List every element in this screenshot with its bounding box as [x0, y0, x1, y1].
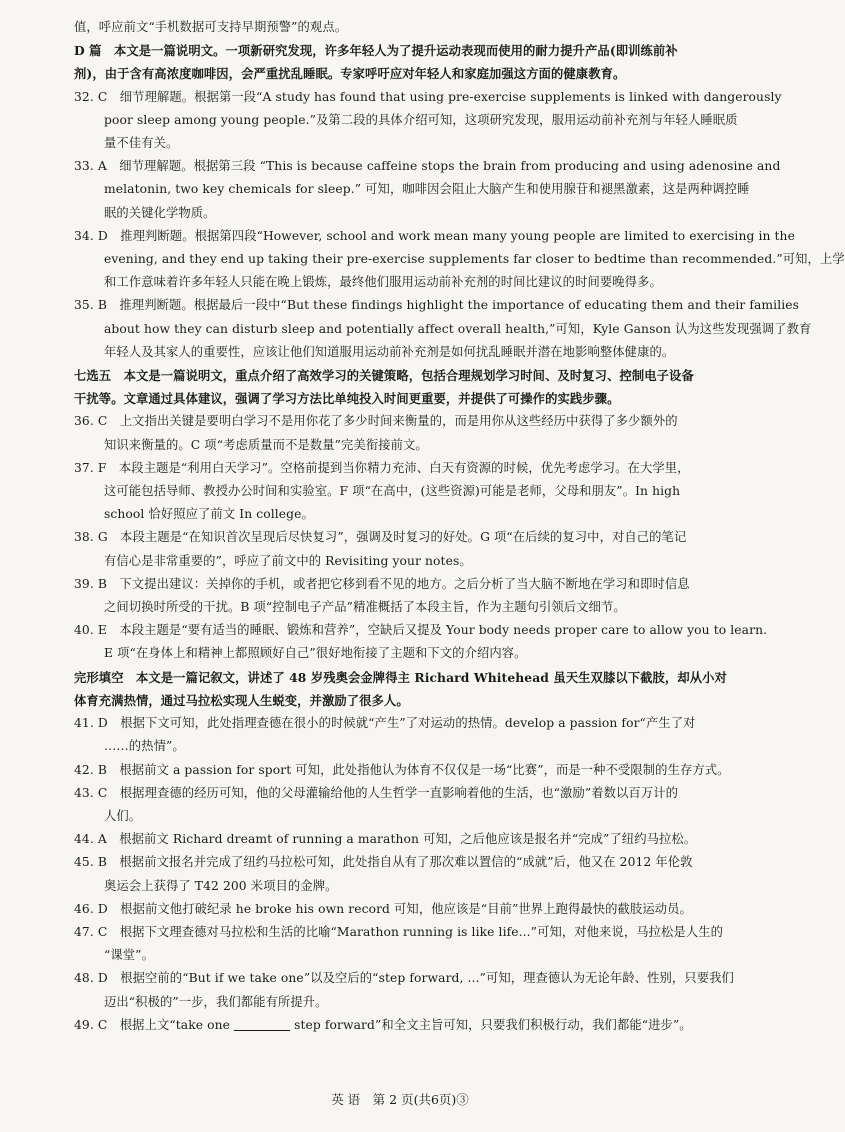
passage-d-summary: 剂)，由于含有高浓度咖啡因，会严重扰乱睡眠。专家呼吁应对年轻人和家庭加强这方面的健康教育。: [74, 66, 626, 82]
answer-49-part1: 49. C 根据上文“take one: [74, 1017, 231, 1032]
answer-46: 46. D 根据前文他打破纪录 he broke his own record 可知，他应该是“目前”世界上跑得最快的截肢运动员。: [74, 901, 692, 916]
answer-44: 44. A 根据前文 Richard dreamt of running a marathon 可知，之后他应该是报名并“完成”了纽约马拉松。: [74, 832, 697, 847]
answer-41: 41. D 根据下文可知，此处指理查德在很小的时候就“产生”了对运动的热情。develop a passion for“产生了对: [74, 716, 696, 731]
answer-32: 量不佳有关。: [104, 136, 179, 151]
text-line: 值，呼应前文“手机数据可支持早期预警”的观点。: [74, 20, 348, 34]
answer-34: evening, and they end up taking their pre-exercise supplements far closer to bedtime than recommended.”可知，上学: [104, 252, 845, 267]
answer-36: 知识来衡量的。C 项“考虑质量而不是数量”完美衔接前文。: [104, 437, 428, 452]
answer-37: 37. F 本段主题是“利用白天学习”。空格前提到当你精力充沛、白天有资源的时候，优先考虑学习。在大学里，: [74, 460, 690, 475]
answer-40: 40. E 本段主题是“要有适当的睡眠、锻炼和营养”，空缺后又提及 Your body needs proper care to allow you to learn.: [74, 623, 768, 638]
answer-32: poor sleep among young people.”及第二段的具体介绍可知，这项研究发现，服用运动前补充剂与年轻人睡眠质: [104, 112, 738, 127]
answer-38: 有信心是非常重要的”，呼应了前文中的 Revisiting your notes。: [104, 553, 472, 568]
answer-39: 39. B 下文提出建议：关掉你的手机，或者把它移到看不见的地方。之后分析了当大脑不断地在学习和即时信息: [74, 576, 690, 591]
passage-d-summary: D 篇 本文是一篇说明文。一项新研究发现，许多年轻人为了提升运动表现而使用的耐力提升产品(即训练前补: [74, 43, 678, 59]
answer-47: 47. C 根据下文理查德对马拉松和生活的比喻“Marathon running is like life...”可知，对他来说，马拉松是人生的: [74, 924, 724, 939]
answer-37: school 恰好照应了前文 In college。: [104, 507, 314, 522]
fill-blank: [234, 1018, 290, 1031]
answer-49: [74, 1014, 762, 1037]
answer-41: ……的热情”。: [104, 739, 185, 754]
answer-35: 年轻人及其家人的重要性，应该让他们知道服用运动前补充剂是如何扰乱睡眠并潜在地影响整体健康的。: [104, 344, 675, 359]
answer-45: 45. B 根据前文报名并完成了纽约马拉松可知，此处指自从有了那次难以置信的“成就”后，他又在 2012 年伦敦: [74, 855, 693, 870]
answer-34: 34. D 推理判断题。根据第四段“However, school and work mean many young people are limited to exercising in the: [74, 228, 795, 243]
answer-36: 36. C 上文指出关键是要明白学习不是用你花了多少时间来衡量的，而是用你从这些经历中获得了多少额外的: [74, 414, 678, 429]
answer-39: 之间切换时所受的干扰。B 项“控制电子产品”精准概括了本段主旨，作为主题句引领后文细节。: [104, 600, 626, 615]
answer-33: 33. A 细节理解题。根据第三段 “This is because caffeine stops the brain from producing and using adenosine and: [74, 159, 781, 174]
answer-49-part2: step forward”和全文主旨可知，只要我们积极行动，我们都能“进步”。: [294, 1017, 692, 1032]
cloze-summary: 完形填空 本文是一篇记叙文，讲述了 48 岁残奥会金牌得主 Richard Whitehead 虽天生双膝以下截肢，却从小对: [74, 669, 727, 685]
answer-42: 42. B 根据前文 a passion for sport 可知，此处指他认为体育不仅仅是一场“比赛”，而是一种不受限制的生存方式。: [74, 762, 730, 777]
answer-38: 38. G 本段主题是“在知识首次呈现后尽快复习”，强调及时复习的好处。G 项“在后续的复习中，对自己的笔记: [74, 530, 687, 545]
answer-48: 迈出“积极的”一步，我们都能有所提升。: [104, 994, 328, 1009]
answer-33: 眠的关键化学物质。: [104, 205, 216, 220]
answer-37: 这可能包括导师、教授办公时间和实验室。F 项“在高中，(这些资源)可能是老师，父母和朋友”。In high: [104, 484, 681, 499]
answer-45: 奥运会上获得了 T42 200 米项目的金牌。: [104, 878, 338, 893]
answer-35: about how they can disturb sleep and potentially affect overall health,”可知，Kyle Ganson 认为这些发现强调了教育: [104, 321, 812, 336]
answer-35: 35. B 推理判断题。根据最后一段中“But these findings highlight the importance of educating them and their families: [74, 298, 800, 313]
answer-40: E 项“在身体上和精神上都照顾好自己”很好地衔接了主题和下文的介绍内容。: [104, 646, 527, 661]
answer-32: 32. C 细节理解题。根据第一段“A study has found that using pre-exercise supplements is linked with dangerously: [74, 89, 782, 104]
answer-33: melatonin, two key chemicals for sleep.” 可知，咖啡因会阻止大脑产生和使用腺苷和褪黑激素，这是两种调控睡: [104, 182, 750, 197]
answer-34: 和工作意味着许多年轻人只能在晚上锻炼，最终他们服用运动前补充剂的时间比建议的时间要晚得多。: [104, 275, 662, 290]
answer-47: “课堂”。: [104, 948, 154, 963]
cloze-summary: 体育充满热情，通过马拉松实现人生蜕变，并激励了很多人。: [74, 692, 409, 708]
answer-43: 43. C 根据理查德的经历可知，他的父母灌输给他的人生哲学一直影响着他的生活，也“激励”着数以百万计的: [74, 785, 679, 800]
page-footer: 英 语 第 2 页(共6页)③: [331, 1092, 469, 1107]
answer-48: 48. D 根据空前的“But if we take one”以及空后的“step forward, ...”可知，理查德认为无论年龄、性别，只要我们: [74, 971, 734, 986]
seven-choose-five-summary: 七选五 本文是一篇说明文，重点介绍了高效学习的关键策略，包括合理规划学习时间、及时复习、控制电子设备: [74, 368, 694, 384]
seven-choose-five-summary: 干扰等。文章通过具体建议，强调了学习方法比单纯投入时间更重要，并提供了可操作的实践步骤。: [74, 391, 620, 407]
answer-43: 人们。: [104, 808, 142, 823]
